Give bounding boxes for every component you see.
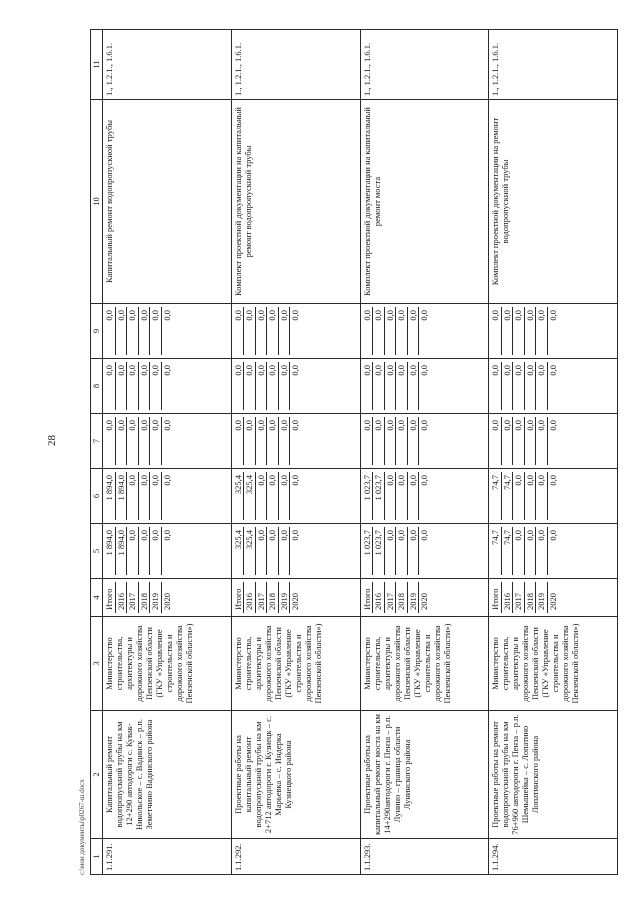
row-col6-cell [103, 469, 232, 524]
year-cell: Итого [233, 582, 245, 613]
year-cell: Итого [104, 582, 116, 613]
year-cell: 2018 [525, 582, 537, 613]
row-col9-cell [231, 304, 360, 359]
value-cell: 0,0 [256, 307, 268, 355]
value-cell: 0,0 [267, 417, 279, 465]
row-activity-name: Проектные работы на капитальный ремонт моста на км 14+290автодороги г. Пенза – р.п. Лунино – граница области Лунинского района [360, 711, 489, 839]
value-cell: 0,0 [256, 472, 268, 520]
row-result: Комплект проектной документации на ремонт водопропускной трубы [489, 100, 618, 304]
row-activity-name: Проектные работы на капитальный ремонт водопропускной трубы на км 2+712 автодороги г. Кузнецк – с. Марьевка – с. Индерка Кузнецкого района [231, 711, 360, 839]
year-cell: 2017 [256, 582, 268, 613]
row-indicators: 1., 1.2.1., 1.6.1. [360, 30, 489, 100]
header-col-8: 8 [91, 359, 103, 414]
value-cell: 0,0 [490, 307, 502, 355]
value-cell: 0,0 [279, 307, 291, 355]
row-indicators: 1., 1.2.1., 1.6.1. [103, 30, 232, 100]
value-cell: 0,0 [547, 475, 558, 486]
row-executor: Министерство строительства, архитектуры и дорожного хозяйства Пензенской области (ГКУ «Управление строительства и дорожного хозяйства Пензенской области») [360, 617, 489, 711]
row-indicators: 1., 1.2.1., 1.6.1. [489, 30, 618, 100]
value-cell: 0,0 [502, 362, 514, 410]
value-cell: 1 894,0 [116, 472, 128, 520]
value-cell: 0,0 [139, 307, 151, 355]
year-cell: Итого [362, 582, 374, 613]
value-cell: 0,0 [385, 417, 397, 465]
value-cell: 74,7 [490, 472, 502, 520]
year-cell: 2018 [139, 582, 151, 613]
value-cell: 325,4 [233, 472, 245, 520]
row-code: 1.1.291. [103, 839, 232, 875]
value-cell: 0,0 [150, 527, 162, 575]
value-cell: 1 894,0 [104, 472, 116, 520]
value-cell: 0,0 [150, 417, 162, 465]
value-cell: 0,0 [408, 362, 420, 410]
year-cell: 2016 [244, 582, 256, 613]
row-col8-cell [231, 359, 360, 414]
value-cell: 0,0 [290, 530, 301, 541]
row-code: 1.1.294. [489, 839, 618, 875]
value-cell: 0,0 [373, 307, 385, 355]
value-cell: 0,0 [502, 307, 514, 355]
value-cell: 0,0 [490, 417, 502, 465]
row-col5-cell [103, 524, 232, 579]
table-row [231, 30, 360, 875]
header-row [91, 30, 103, 875]
row-code: 1.1.292. [231, 839, 360, 875]
value-cell: 0,0 [127, 472, 139, 520]
year-cell: 2019 [150, 582, 162, 613]
row-result: Капитальный ремонт водопропускной трубы [103, 100, 232, 304]
value-cell: 0,0 [362, 417, 374, 465]
row-col5-cell [489, 524, 618, 579]
value-cell: 1 894,0 [116, 527, 128, 575]
value-cell: 0,0 [267, 362, 279, 410]
value-cell: 0,0 [256, 362, 268, 410]
header-col-5: 5 [91, 524, 103, 579]
row-executor: Министерство строительства, архитектуры и дорожного хозяйства Пензенской области (ГКУ «Управление строительства и дорожного хозяйства Пензенской области») [231, 617, 360, 711]
row-col7-cell [360, 414, 489, 469]
row-col6-cell [360, 469, 489, 524]
value-cell: 0,0 [150, 362, 162, 410]
row-activity-name: Капитальный ремонт водопропускной трубы на км 12+290 автодороги с. Кувак-Никольское – с. Вадинск – р.п. Земетчино Вадинского района [103, 711, 232, 839]
row-result: Комплект проектной документации на капитальный ремонт водопропускной трубы [231, 100, 360, 304]
row-col9-cell [360, 304, 489, 359]
row-executor: Министерство строительства, архитектуры и дорожного хозяйства Пензенской области (ГКУ «Управление строительства и дорожного хозяйства Пензенской области») [103, 617, 232, 711]
year-cell: 2019 [408, 582, 420, 613]
value-cell: 0,0 [385, 472, 397, 520]
value-cell: 0,0 [536, 307, 548, 355]
year-cell: 2016 [116, 582, 128, 613]
header-col-7: 7 [91, 414, 103, 469]
year-cell: 2020 [419, 593, 429, 610]
value-cell: 0,0 [127, 417, 139, 465]
value-cell: 0,0 [127, 362, 139, 410]
year-cell: 2018 [267, 582, 279, 613]
value-cell: 0,0 [127, 527, 139, 575]
year-cell: 2016 [373, 582, 385, 613]
value-cell: 0,0 [127, 307, 139, 355]
header-col-9: 9 [91, 304, 103, 359]
row-years-cell [103, 579, 232, 617]
row-activity-name: Проектные работы на ремонт водопропускной трубы на км 76+960 автодороги г. Пенза – р.п. Шемышейка – с. Лопатино Лопатинского района [489, 711, 618, 839]
value-cell: 1 023,7 [362, 527, 374, 575]
value-cell: 0,0 [279, 472, 291, 520]
row-col9-cell [103, 304, 232, 359]
year-cell: Итого [490, 582, 502, 613]
value-cell: 0,0 [408, 472, 420, 520]
value-cell: 0,0 [419, 420, 429, 431]
value-cell: 0,0 [385, 362, 397, 410]
header-col-2: 2 [91, 711, 103, 839]
value-cell: 1 894,0 [104, 527, 116, 575]
value-cell: 0,0 [116, 362, 128, 410]
header-col-1: 1 [91, 839, 103, 875]
row-years-cell [489, 579, 618, 617]
year-cell: 2020 [161, 593, 172, 610]
value-cell: 1 023,7 [373, 527, 385, 575]
value-cell: 0,0 [525, 362, 537, 410]
page-number: 28 [46, 435, 58, 446]
value-cell: 0,0 [547, 365, 558, 376]
table-row [103, 30, 232, 875]
row-result: Комплект проектной документации на капитальный ремонт моста [360, 100, 489, 304]
value-cell: 74,7 [502, 527, 514, 575]
rotated-table-page [78, 30, 618, 875]
value-cell: 0,0 [525, 417, 537, 465]
year-cell: 2017 [127, 582, 139, 613]
value-cell: 0,0 [150, 472, 162, 520]
row-col7-cell [489, 414, 618, 469]
value-cell: 0,0 [139, 527, 151, 575]
value-cell: 0,0 [279, 417, 291, 465]
year-cell: 2018 [396, 582, 408, 613]
value-cell: 0,0 [233, 417, 245, 465]
value-cell: 1 023,7 [373, 472, 385, 520]
row-col9-cell [489, 304, 618, 359]
value-cell: 0,0 [233, 307, 245, 355]
value-cell: 0,0 [150, 307, 162, 355]
row-years-cell [360, 579, 489, 617]
row-col6-cell [489, 469, 618, 524]
value-cell: 0,0 [419, 475, 429, 486]
value-cell: 0,0 [279, 527, 291, 575]
value-cell: 0,0 [396, 307, 408, 355]
value-cell: 0,0 [161, 365, 172, 376]
value-cell: 0,0 [139, 362, 151, 410]
header-col-6: 6 [91, 469, 103, 524]
value-cell: 0,0 [396, 527, 408, 575]
value-cell: 325,4 [233, 527, 245, 575]
year-cell: 2019 [279, 582, 291, 613]
year-cell: 2019 [536, 582, 548, 613]
value-cell: 0,0 [161, 475, 172, 486]
row-years-cell [231, 579, 360, 617]
value-cell: 0,0 [547, 420, 558, 431]
value-cell: 0,0 [267, 527, 279, 575]
year-cell: 2017 [385, 582, 397, 613]
value-cell: 74,7 [502, 472, 514, 520]
value-cell: 0,0 [267, 472, 279, 520]
value-cell: 0,0 [244, 362, 256, 410]
header-col-4: 4 [91, 579, 103, 617]
value-cell: 1 023,7 [362, 472, 374, 520]
table-row [360, 30, 489, 875]
row-executor: Министерство строительства, архитектуры и дорожного хозяйства Пензенской области (ГКУ «Управление строительства и дорожного хозяйства Пензенской области») [489, 617, 618, 711]
value-cell: 0,0 [233, 362, 245, 410]
table-row [489, 30, 618, 875]
value-cell: 0,0 [139, 472, 151, 520]
row-col5-cell [231, 524, 360, 579]
value-cell: 0,0 [490, 362, 502, 410]
row-code: 1.1.293. [360, 839, 489, 875]
value-cell: 0,0 [408, 417, 420, 465]
header-col-11: 11 [91, 30, 103, 100]
value-cell: 0,0 [513, 362, 525, 410]
value-cell: 0,0 [256, 417, 268, 465]
value-cell: 0,0 [513, 527, 525, 575]
value-cell: 0,0 [244, 307, 256, 355]
row-col8-cell [103, 359, 232, 414]
value-cell: 0,0 [139, 417, 151, 465]
value-cell: 0,0 [256, 527, 268, 575]
row-col8-cell [360, 359, 489, 414]
value-cell: 0,0 [373, 362, 385, 410]
value-cell: 0,0 [513, 417, 525, 465]
value-cell: 325,4 [244, 527, 256, 575]
value-cell: 0,0 [267, 307, 279, 355]
value-cell: 0,0 [373, 417, 385, 465]
value-cell: 0,0 [513, 307, 525, 355]
row-indicators: 1., 1.2.1., 1.6.1. [231, 30, 360, 100]
value-cell: 0,0 [290, 420, 301, 431]
header-col-3: 3 [91, 617, 103, 711]
header-col-10: 10 [91, 100, 103, 304]
value-cell: 0,0 [396, 417, 408, 465]
year-cell: 2017 [513, 582, 525, 613]
value-cell: 0,0 [385, 527, 397, 575]
value-cell: 0,0 [396, 362, 408, 410]
value-cell: 0,0 [104, 307, 116, 355]
value-cell: 0,0 [547, 530, 558, 541]
value-cell: 0,0 [161, 310, 172, 321]
row-col7-cell [231, 414, 360, 469]
value-cell: 0,0 [104, 362, 116, 410]
value-cell: 0,0 [408, 527, 420, 575]
value-cell: 0,0 [525, 307, 537, 355]
value-cell: 0,0 [161, 530, 172, 541]
program-table [90, 29, 618, 875]
value-cell: 0,0 [419, 530, 429, 541]
value-cell: 0,0 [116, 307, 128, 355]
row-col6-cell [231, 469, 360, 524]
value-cell: 0,0 [419, 365, 429, 376]
value-cell: 0,0 [290, 475, 301, 486]
value-cell: 0,0 [536, 362, 548, 410]
value-cell: 0,0 [290, 365, 301, 376]
row-col7-cell [103, 414, 232, 469]
value-cell: 0,0 [547, 310, 558, 321]
value-cell: 0,0 [536, 527, 548, 575]
footer-file-path: c:\мои документы\р0267-ш.docx [78, 779, 86, 875]
value-cell: 0,0 [419, 310, 429, 321]
value-cell: 0,0 [502, 417, 514, 465]
row-col5-cell [360, 524, 489, 579]
value-cell: 0,0 [104, 417, 116, 465]
value-cell: 0,0 [161, 420, 172, 431]
value-cell: 0,0 [244, 417, 256, 465]
value-cell: 0,0 [513, 472, 525, 520]
value-cell: 0,0 [525, 472, 537, 520]
value-cell: 0,0 [385, 307, 397, 355]
row-col8-cell [489, 359, 618, 414]
value-cell: 0,0 [279, 362, 291, 410]
value-cell: 0,0 [362, 307, 374, 355]
year-cell: 2020 [547, 593, 558, 610]
value-cell: 0,0 [396, 472, 408, 520]
value-cell: 0,0 [116, 417, 128, 465]
value-cell: 0,0 [536, 472, 548, 520]
year-cell: 2020 [290, 593, 301, 610]
value-cell: 0,0 [290, 310, 301, 321]
value-cell: 0,0 [536, 417, 548, 465]
value-cell: 0,0 [408, 307, 420, 355]
value-cell: 0,0 [362, 362, 374, 410]
value-cell: 0,0 [525, 527, 537, 575]
value-cell: 325,4 [244, 472, 256, 520]
value-cell: 74,7 [490, 527, 502, 575]
year-cell: 2016 [502, 582, 514, 613]
